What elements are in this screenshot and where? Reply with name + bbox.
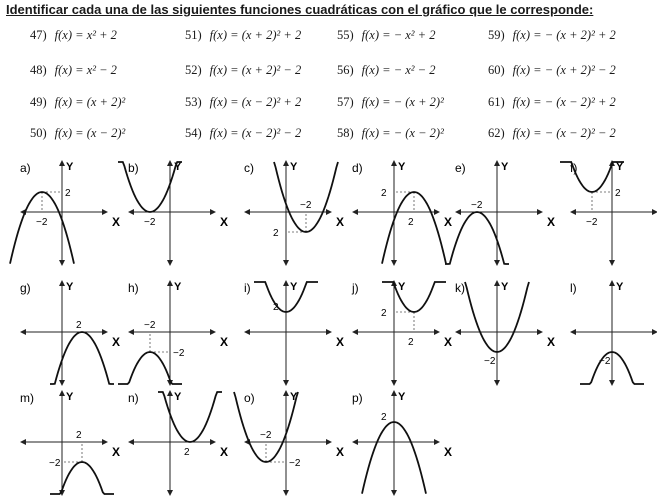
- y-axis-arrow-icon: [167, 160, 173, 166]
- y-axis-arrow-down-icon: [283, 380, 289, 386]
- x-axis-label: X: [336, 215, 345, 229]
- y-axis-arrow-icon: [283, 390, 289, 396]
- y-axis-label: Y: [501, 281, 509, 293]
- parabola-curve: [382, 282, 446, 312]
- y-axis-arrow-down-icon: [167, 490, 173, 496]
- x-axis-arrow-left-icon: [455, 329, 461, 335]
- y-axis-label: Y: [616, 161, 624, 173]
- y-axis-arrow-icon: [494, 280, 500, 286]
- y-axis-arrow-down-icon: [167, 260, 173, 266]
- tick-label: 2: [76, 320, 82, 331]
- tick-label: −2: [586, 217, 598, 228]
- y-axis-label: Y: [398, 281, 406, 293]
- tick-label: −2: [484, 356, 496, 367]
- tick-label: −2: [36, 217, 48, 228]
- x-axis-arrow-icon: [434, 209, 440, 215]
- graph-label: g): [20, 281, 31, 295]
- parabola-curve: [445, 212, 509, 264]
- parabola-curve: [382, 192, 446, 264]
- x-axis-label: X: [444, 215, 453, 229]
- x-axis-arrow-icon: [102, 329, 108, 335]
- graph-label: p): [352, 391, 363, 405]
- x-axis-label: X: [547, 335, 556, 349]
- graph-label: i): [244, 281, 251, 295]
- tick-label: 2: [408, 217, 414, 228]
- tick-label: 2: [381, 308, 387, 319]
- y-axis-arrow-icon: [167, 390, 173, 396]
- x-axis-label: X: [112, 335, 121, 349]
- y-axis-label: Y: [398, 391, 406, 403]
- graph-j: [351, 280, 452, 386]
- graph-k: [455, 280, 555, 386]
- function-item: 56) f(x) = − x² − 2: [337, 63, 436, 77]
- function-item: 52) f(x) = (x + 2)² − 2: [185, 63, 302, 77]
- graph-n: [128, 390, 228, 496]
- graph-b: [118, 160, 228, 266]
- x-axis-arrow-left-icon: [352, 329, 358, 335]
- x-axis-arrow-icon: [102, 439, 108, 445]
- x-axis-arrow-left-icon: [455, 209, 461, 215]
- graph-label: f): [570, 161, 578, 175]
- y-axis-label: Y: [501, 161, 509, 173]
- tick-label: −2: [471, 200, 483, 211]
- y-axis-arrow-icon: [391, 160, 397, 166]
- x-axis-arrow-left-icon: [352, 439, 358, 445]
- function-item: 61) f(x) = − (x − 2)² + 2: [488, 95, 616, 109]
- y-axis-arrow-down-icon: [391, 490, 397, 496]
- tick-label: −2: [599, 356, 611, 367]
- x-axis-arrow-icon: [652, 329, 657, 335]
- y-axis-arrow-icon: [59, 160, 65, 166]
- y-axis-arrow-down-icon: [59, 380, 65, 386]
- y-axis-arrow-icon: [167, 280, 173, 286]
- x-axis-arrow-left-icon: [128, 209, 134, 215]
- graph-label: d): [352, 161, 363, 175]
- x-axis-arrow-left-icon: [570, 329, 576, 335]
- y-axis-label: Y: [174, 391, 182, 403]
- tick-label: 2: [408, 337, 414, 348]
- y-axis-label: Y: [290, 161, 298, 173]
- x-axis-arrow-icon: [537, 209, 543, 215]
- tick-label: 2: [615, 188, 621, 199]
- graph-c: [244, 160, 344, 266]
- y-axis-arrow-icon: [283, 280, 289, 286]
- x-axis-arrow-left-icon: [20, 329, 26, 335]
- graph-label: l): [570, 281, 577, 295]
- graph-h: [118, 280, 228, 386]
- x-axis-arrow-left-icon: [244, 209, 250, 215]
- x-axis-arrow-icon: [210, 209, 216, 215]
- function-item: 49) f(x) = (x + 2)²: [30, 95, 126, 109]
- tick-label: −2: [300, 200, 312, 211]
- x-axis-label: X: [220, 335, 229, 349]
- parabola-curve: [50, 332, 114, 384]
- function-item: 62) f(x) = − (x − 2)² − 2: [488, 126, 616, 140]
- y-axis-label: Y: [290, 281, 298, 293]
- x-axis-arrow-icon: [434, 439, 440, 445]
- y-axis-label: Y: [174, 161, 182, 173]
- y-axis-arrow-icon: [283, 160, 289, 166]
- function-item: 58) f(x) = − (x − 2)²: [337, 126, 444, 140]
- x-axis-arrow-icon: [326, 209, 332, 215]
- graph-m: [20, 390, 120, 496]
- graph-i: [244, 280, 344, 386]
- function-item: 50) f(x) = (x − 2)²: [30, 126, 126, 140]
- x-axis-label: X: [112, 445, 121, 459]
- tick-label: −2: [260, 430, 272, 441]
- graph-a: [10, 160, 120, 266]
- y-axis-label: Y: [616, 281, 624, 293]
- tick-label: 2: [273, 302, 279, 313]
- y-axis-arrow-down-icon: [494, 380, 500, 386]
- graph-label: e): [455, 161, 466, 175]
- y-axis-arrow-down-icon: [609, 380, 615, 386]
- tick-label: 2: [381, 412, 387, 423]
- x-axis-label: X: [336, 445, 345, 459]
- graph-label: j): [352, 281, 359, 295]
- graph-label: n): [128, 391, 139, 405]
- graph-label: m): [20, 391, 34, 405]
- y-axis-arrow-down-icon: [59, 260, 65, 266]
- graph-label: a): [20, 161, 31, 175]
- function-item: 60) f(x) = − (x + 2)² − 2: [488, 63, 616, 77]
- tick-label: −2: [144, 217, 156, 228]
- y-axis-arrow-icon: [59, 280, 65, 286]
- graph-e: [445, 160, 555, 266]
- tick-label: 2: [273, 228, 279, 239]
- function-item: 59) f(x) = − (x + 2)² + 2: [488, 28, 616, 42]
- x-axis-label: X: [220, 215, 229, 229]
- y-axis-label: Y: [66, 391, 74, 403]
- tick-label: −2: [144, 320, 156, 331]
- y-axis-arrow-down-icon: [283, 490, 289, 496]
- graph-l: [570, 280, 657, 386]
- graph-label: h): [128, 281, 139, 295]
- tick-label: 2: [65, 188, 71, 199]
- function-item: 51) f(x) = (x + 2)² + 2: [185, 28, 302, 42]
- graph-g: [20, 280, 120, 386]
- x-axis-label: X: [444, 335, 453, 349]
- function-item: 47) f(x) = x² + 2: [30, 28, 117, 42]
- y-axis-arrow-icon: [609, 280, 615, 286]
- x-axis-arrow-left-icon: [352, 209, 358, 215]
- x-axis-label: X: [547, 215, 556, 229]
- y-axis-arrow-down-icon: [391, 260, 397, 266]
- x-axis-arrow-icon: [326, 329, 332, 335]
- page-title: Identificar cada una de las siguientes funciones cuadráticas con el gráfico que le corresponde:: [6, 2, 594, 17]
- parabola-curve: [274, 162, 338, 232]
- y-axis-arrow-icon: [59, 390, 65, 396]
- y-axis-arrow-down-icon: [283, 260, 289, 266]
- y-axis-label: Y: [66, 161, 74, 173]
- x-axis-arrow-left-icon: [128, 329, 134, 335]
- y-axis-label: Y: [290, 391, 298, 403]
- graph-d: [352, 160, 452, 266]
- graph-label: o): [244, 391, 255, 405]
- x-axis-arrow-left-icon: [244, 329, 250, 335]
- tick-label: 2: [184, 447, 190, 458]
- tick-label: −2: [289, 458, 301, 469]
- function-item: 55) f(x) = − x² + 2: [337, 28, 436, 42]
- tick-label: 2: [381, 188, 387, 199]
- x-axis-arrow-icon: [537, 329, 543, 335]
- x-axis-label: X: [112, 215, 121, 229]
- y-axis-label: Y: [174, 281, 182, 293]
- y-axis-label: Y: [398, 161, 406, 173]
- tick-label: −2: [49, 458, 61, 469]
- x-axis-arrow-icon: [102, 209, 108, 215]
- x-axis-arrow-left-icon: [128, 439, 134, 445]
- y-axis-arrow-icon: [391, 390, 397, 396]
- graph-label: b): [128, 161, 139, 175]
- tick-label: 2: [76, 430, 82, 441]
- graph-label: k): [455, 281, 465, 295]
- parabola-curve: [158, 392, 222, 442]
- y-axis-arrow-down-icon: [391, 380, 397, 386]
- x-axis-label: X: [336, 335, 345, 349]
- y-axis-arrow-down-icon: [609, 260, 615, 266]
- x-axis-arrow-left-icon: [20, 439, 26, 445]
- graph-label: c): [244, 161, 254, 175]
- function-item: 54) f(x) = (x − 2)² − 2: [185, 126, 302, 140]
- graph-f: [560, 160, 657, 266]
- graph-p: [352, 390, 452, 496]
- graph-o: [234, 390, 344, 496]
- function-item: 53) f(x) = (x − 2)² + 2: [185, 95, 302, 109]
- tick-label: −2: [173, 348, 185, 359]
- function-item: 48) f(x) = x² − 2: [30, 63, 117, 77]
- x-axis-label: X: [444, 445, 453, 459]
- x-axis-label: X: [220, 445, 229, 459]
- x-axis-arrow-icon: [652, 209, 657, 215]
- x-axis-arrow-left-icon: [570, 209, 576, 215]
- x-axis-arrow-icon: [326, 439, 332, 445]
- x-axis-arrow-icon: [210, 439, 216, 445]
- x-axis-arrow-icon: [210, 329, 216, 335]
- function-item: 57) f(x) = − (x + 2)²: [337, 95, 444, 109]
- x-axis-arrow-icon: [434, 329, 440, 335]
- y-axis-arrow-down-icon: [494, 260, 500, 266]
- y-axis-arrow-icon: [494, 160, 500, 166]
- y-axis-label: Y: [66, 281, 74, 293]
